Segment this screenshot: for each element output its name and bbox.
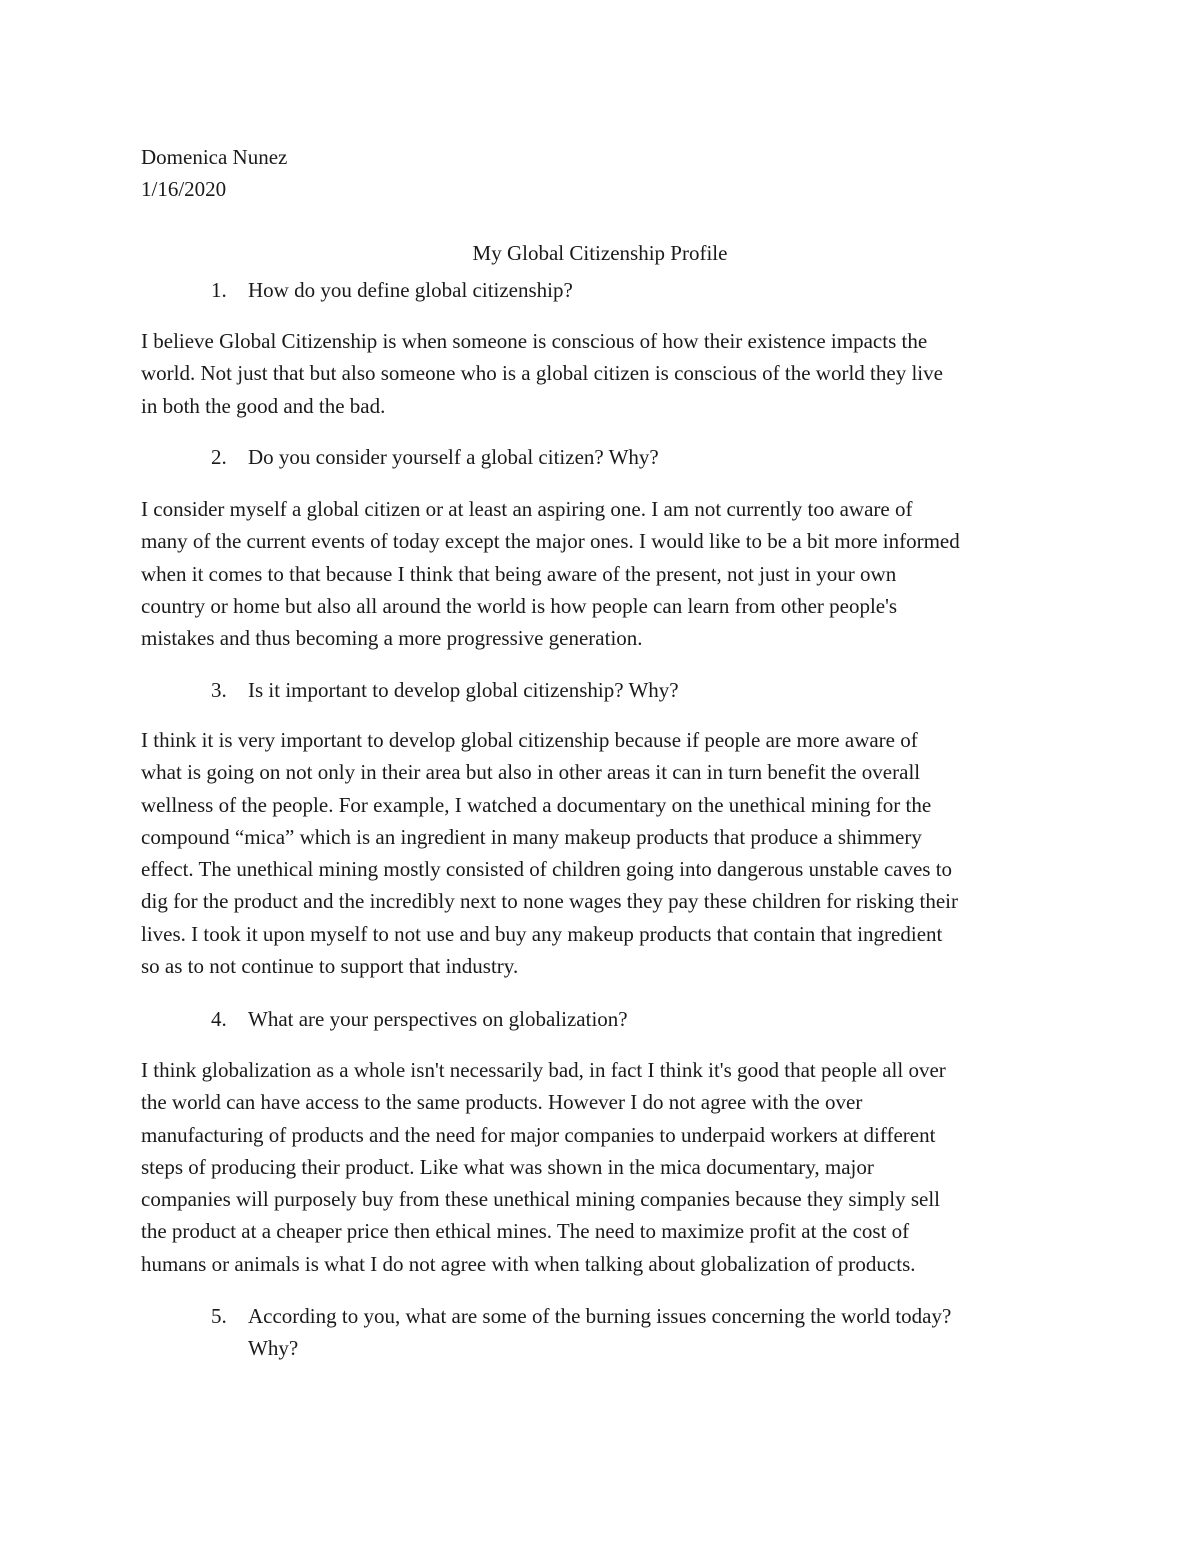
answer-line: when it comes to that because I think that being aware of the present, not just in your own (141, 561, 897, 586)
answer-line: manufacturing of products and the need for major companies to underpaid workers at different (141, 1122, 936, 1147)
answer-line: companies will purposely buy from these unethical mining companies because they simply sell (141, 1187, 940, 1212)
answer-line: compound “mica” which is an ingredient in many makeup products that produce a shimmery (141, 824, 922, 849)
question-text: Is it important to develop global citizenship? Why? (248, 678, 679, 702)
answer-line: steps of producing their product. Like what was shown in the mica documentary, major (141, 1154, 874, 1179)
question-number: 3. (211, 678, 227, 702)
question-number: 5. (211, 1304, 227, 1328)
question-text: What are your perspectives on globalization? (248, 1007, 628, 1031)
question-text: How do you define global citizenship? (248, 278, 573, 302)
answer-line: country or home but also all around the world is how people can learn from other people's (141, 593, 898, 618)
answer-line: I believe Global Citizenship is when someone is conscious of how their existence impacts the (141, 329, 928, 353)
answer-line: I think globalization as a whole isn't necessarily bad, in fact I think it's good that people all over (141, 1058, 946, 1082)
question-line: According to you, what are some of the burning issues concerning the world today? (248, 1304, 952, 1328)
question-number: 1. (211, 278, 227, 302)
question-text (248, 1300, 1068, 1364)
question-number: 4. (211, 1007, 227, 1031)
author-name: Domenica Nunez (141, 145, 288, 169)
answer-line: humans or animals is what I do not agree with when talking about globalization of products. (141, 1251, 916, 1276)
answer-line: I think it is very important to develop global citizenship because if people are more aware of (141, 728, 918, 752)
question-5 (211, 1300, 1068, 1364)
answer-3 (141, 724, 958, 982)
answer-line: mistakes and thus becoming a more progressive generation. (141, 626, 643, 651)
question-3 (211, 674, 1068, 706)
document-date: 1/16/2020 (141, 177, 227, 201)
document-title: My Global Citizenship Profile (472, 241, 728, 265)
question-number: 2. (211, 445, 227, 469)
answer-4 (141, 1054, 946, 1280)
answer-line: I consider myself a global citizen or at least an aspiring one. I am not currently too aware of (141, 497, 913, 521)
answer-line: wellness of the people. For example, I watched a documentary on the unethical mining for the (141, 792, 932, 817)
answer-1 (141, 325, 943, 422)
answer-line: so as to not continue to support that industry. (141, 954, 519, 979)
answer-2 (141, 493, 960, 654)
answer-line: many of the current events of today except the major ones. I would like to be a bit more informed (141, 529, 960, 554)
answer-line: what is going on not only in their area but also in other areas it can in turn benefit the overall (141, 760, 921, 785)
answer-line: in both the good and the bad. (141, 393, 386, 418)
answer-line: lives. I took it upon myself to not use and buy any makeup products that contain that ingredient (141, 921, 943, 946)
answer-line: world. Not just that but also someone who is a global citizen is conscious of the world they live (141, 361, 943, 386)
question-text: Do you consider yourself a global citizen? Why? (248, 445, 659, 469)
question-line: Why? (248, 1336, 299, 1360)
answer-line: the product at a cheaper price then ethical mines. The need to maximize profit at the cost of (141, 1219, 910, 1244)
answer-line: dig for the product and the incredibly next to none wages they pay these children for risking their (141, 889, 959, 914)
question-4 (211, 1003, 1068, 1035)
answer-line: effect. The unethical mining mostly consisted of children going into dangerous unstable caves to (141, 857, 953, 882)
question-2 (211, 441, 1068, 473)
answer-line: the world can have access to the same products. However I do not agree with the over (141, 1090, 863, 1115)
question-1 (211, 274, 1068, 306)
